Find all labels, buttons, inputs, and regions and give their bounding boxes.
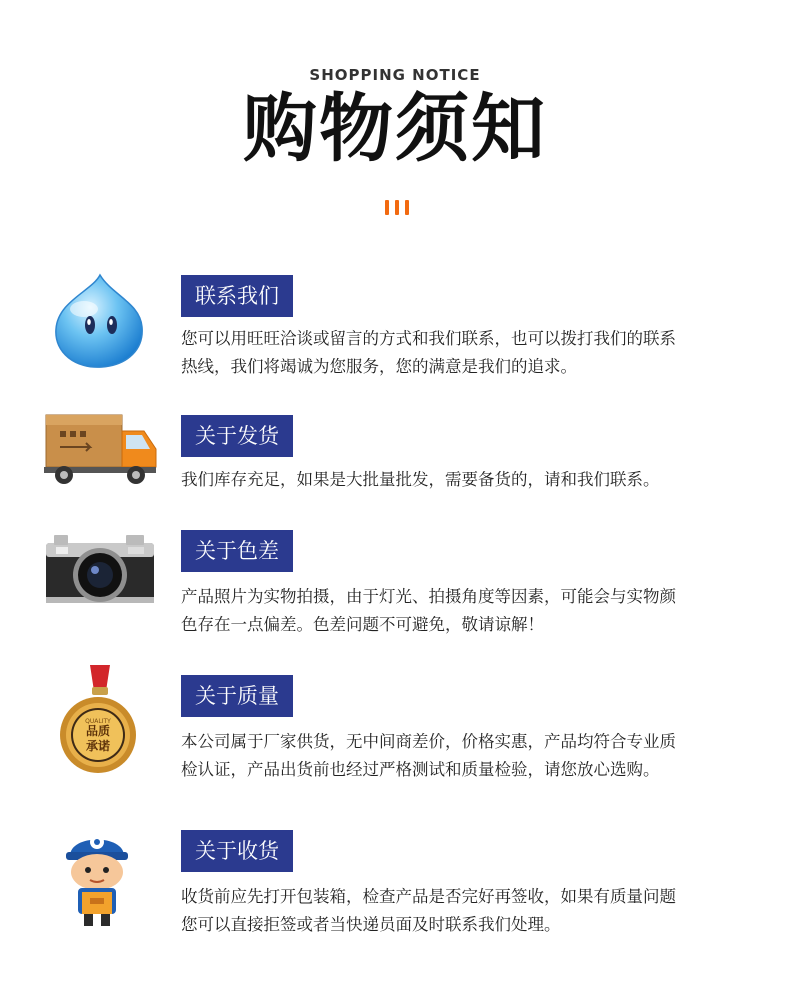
wangwang-mascot-icon (40, 267, 160, 377)
medal-text-bottom: 承诺 (85, 739, 111, 753)
section-label: 关于发货 (181, 415, 293, 457)
header-subtitle: SHOPPING NOTICE (309, 66, 481, 84)
description-line: 我们库存充足，如果是大批量批发，需要备货的，请和我们联系。 (181, 470, 660, 489)
delivery-truck-icon (40, 395, 160, 495)
section-label: 联系我们 (181, 275, 293, 317)
description-line: 本公司属于厂家供货，无中间商差价，价格实惠，产品均符合专业质 (181, 732, 676, 751)
medal-small-text: QUALITY (85, 718, 111, 725)
description-line: 产品照片为实物拍摄，由于灯光、拍摄角度等因素，可能会与实物颜 (181, 587, 676, 606)
description-line: 检认证，产品出货前也经过严格测试和质量检验，请您放心选购。 (181, 760, 660, 779)
section-description (181, 466, 761, 494)
page-title: 购物须知 (243, 86, 547, 172)
camera-icon (40, 525, 160, 625)
divider-bar (385, 200, 389, 215)
description-line: 您可以用旺旺洽谈或留言的方式和我们联系，也可以拨打我们的联系 (181, 329, 676, 348)
section-label: 关于收货 (181, 830, 293, 872)
description-line: 色存在一点偏差。色差问题不可避免，敬请谅解！ (181, 615, 544, 634)
title-divider (382, 200, 412, 216)
section-label: 关于质量 (181, 675, 293, 717)
medal-text-top: 品质 (85, 724, 111, 738)
divider-bar (405, 200, 409, 215)
section-description (181, 583, 761, 639)
description-line: 热线，我们将竭诚为您服务，您的满意是我们的追求。 (181, 357, 577, 376)
courier-icon (40, 822, 160, 932)
section-description (181, 883, 761, 939)
description-line: 您可以直接拒签或者当快递员面及时联系我们处理。 (181, 915, 561, 934)
description-line: 收货前应先打开包装箱，检查产品是否完好再签收，如果有质量问题 (181, 887, 676, 906)
quality-medal-icon (40, 663, 160, 783)
section-label: 关于色差 (181, 530, 293, 572)
divider-bar (395, 200, 399, 215)
section-description (181, 728, 761, 784)
section-description (181, 325, 761, 381)
